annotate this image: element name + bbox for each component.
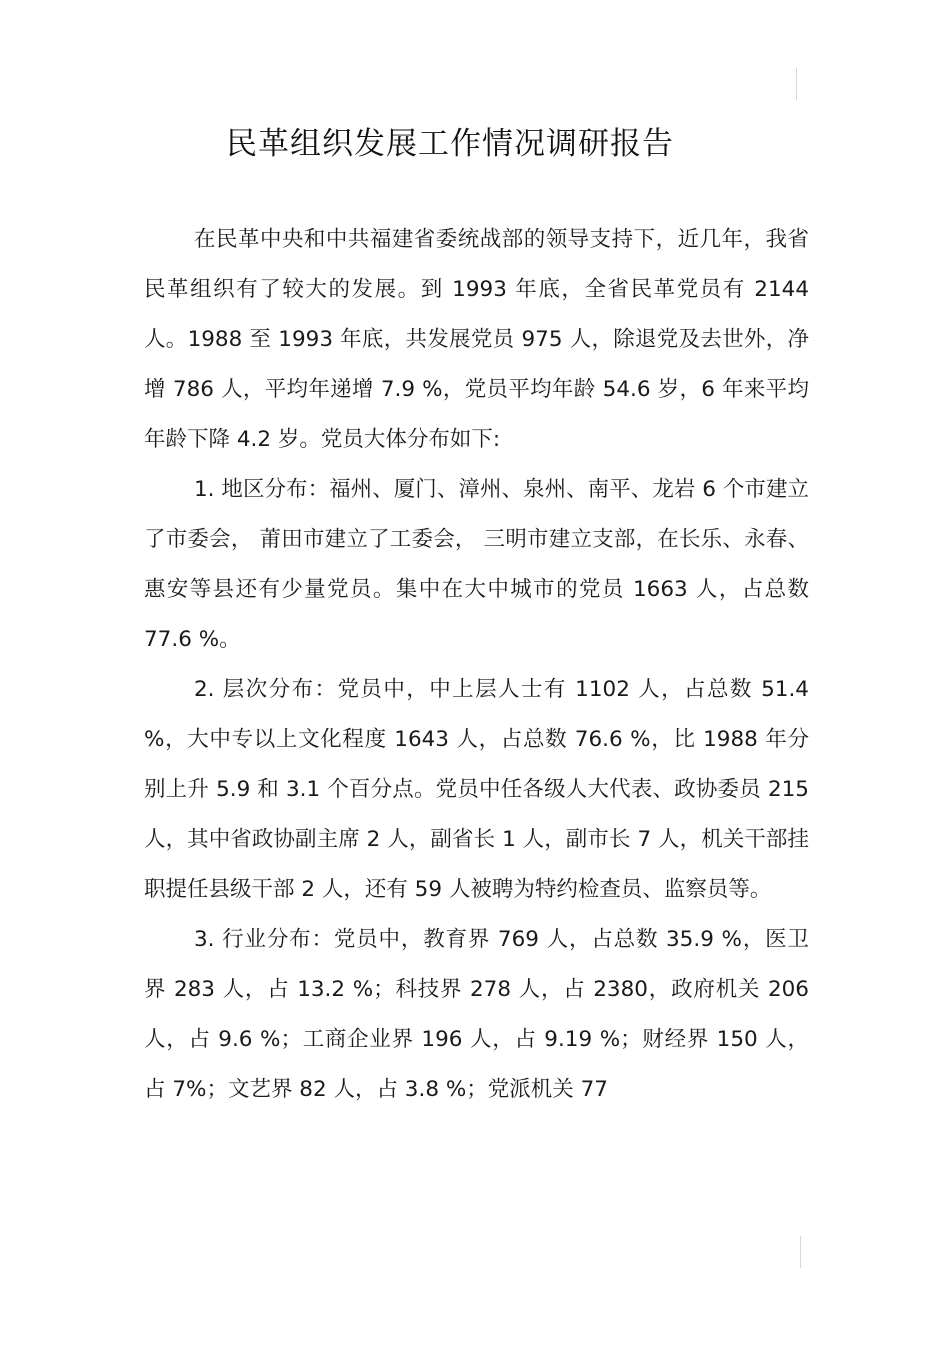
paragraph-level-distribution: 2. 层次分布：党员中，中上层人士有 1102 人，占总数 51.4 %，大中专以上文化程度 1643 人，占总数 76.6 %，比 1988 年分别上升 5.9 和 3.1 个百分点。党员中任各级人大代表、政协委员 215 人，其中省政协副主席 2 人，副省长 1 人，副市长 7 人，机关干部挂职提任县级干部 2 人，还有 59 人被聘为特约检查员、监察员等。 — [144, 677, 809, 902]
paragraph-sector-distribution: 3. 行业分布：党员中，教育界 769 人，占总数 35.9 %，医卫界 283 人，占 13.2 %；科技界 278 人，占 2380，政府机关 206 人，占 9.6 %；工商企业界 196 人，占 9.19 %；财经界 150 人，占 7%；文艺界 82 人，占 3.8 %；党派机关 77 — [144, 927, 809, 1102]
paragraph-intro: 在民革中央和中共福建省委统战部的领导支持下，近几年，我省民革组织有了较大的发展。到 1993 年底，全省民革党员有 2144 人。1988 至 1993 年底，共发展党员 975 人，除退党及去世外，净增 786 人，平均年递增 7.9 %，党员平均年龄 54.6 岁，6 年来平均年龄下降 4.2 岁。党员大体分布如下: — [144, 227, 809, 452]
page-corner-mark-bottom — [800, 1236, 801, 1268]
document-title: 民革组织发展工作情况调研报告 — [226, 126, 674, 162]
paragraph-region-distribution: 1. 地区分布：福州、厦门、漳州、泉州、南平、龙岩 6 个市建立了市委会， 莆田市建立了工委会， 三明市建立支部，在长乐、永春、惠安等县还有少量党员。集中在大中城市的党员 1663 人，占总数 77.6 %。 — [144, 477, 809, 652]
page-corner-mark-top — [796, 68, 797, 100]
document-body — [144, 215, 809, 1115]
